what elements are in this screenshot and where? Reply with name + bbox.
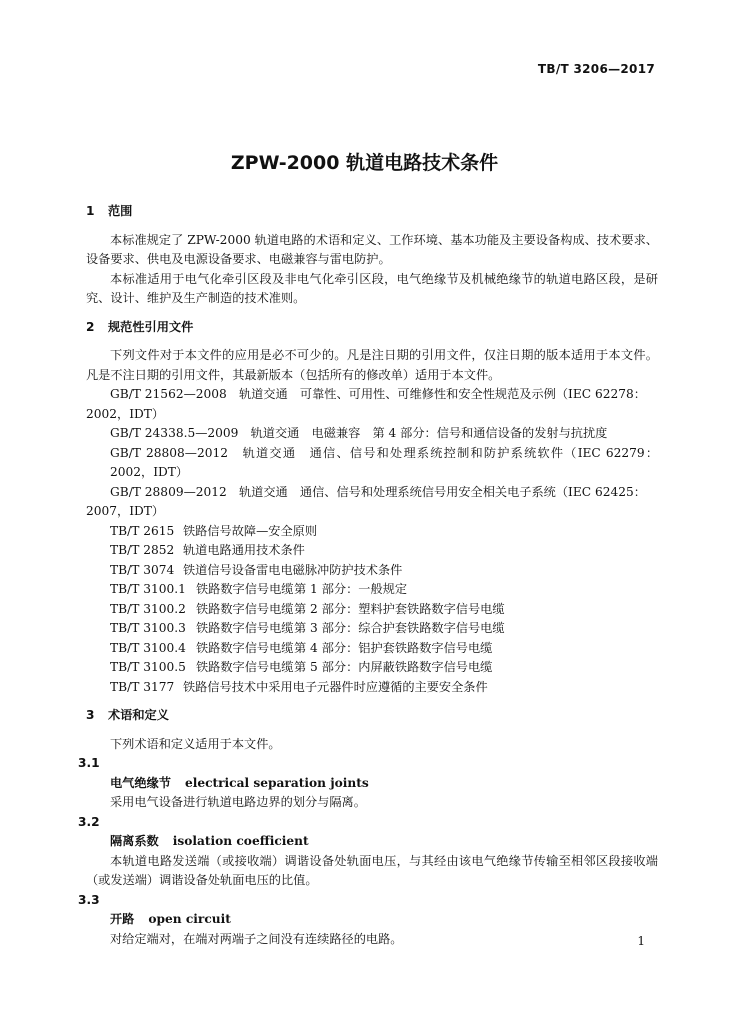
reference-title: 轨道交通 通信、信号和处理系统控制和防护系统软件（IEC 62279：2002，IDT） [110,445,659,479]
reference-title: 铁道信号设备雷电电磁脉冲防护技术条件 [183,562,403,577]
section-2-heading [86,318,658,338]
term-definition: 本轨道电路发送端（或接收端）调谐设备处轨面电压，与其经由该电气绝缘节传输至相邻区段接收端（或发送端）调谐设备处轨面电压的比值。 [86,853,658,887]
reference-title: 铁路数字信号电缆 [196,660,294,674]
section-title: 规范性引用文件 [108,319,194,334]
section-3-heading [86,706,658,726]
term-definition: 采用电气设备进行轨道电路边界的划分与隔离。 [110,795,366,809]
reference-item [86,483,658,503]
reference-code: TB/T 3074 [110,562,175,577]
term-number: 3.3 [78,892,100,907]
reference-title: 轨道交通 电磁兼容 第 4 部分：信号和通信设备的发射与抗扰度 [250,426,608,440]
section-1-heading [86,202,658,222]
reference-code: GB/T 24338.5—2009 [110,426,239,440]
reference-item [86,561,658,581]
reference-title: 铁路信号技术中采用电子元器件时应遵循的主要安全条件 [183,679,488,694]
document-title: ZPW-2000 轨道电路技术条件 [230,152,499,174]
term-en: open circuit [148,912,231,926]
reference-code: GB/T 28808—2012 [110,445,228,460]
reference-title: 轨道电路通用技术条件 [183,543,305,557]
term-definition: 对给定端对，在端对两端子之间没有连续路径的电路。 [110,931,403,946]
reference-part: 第 1 部分：一般规定 [294,582,408,596]
term-number: 3.2 [78,814,100,829]
reference-title: 铁路数字信号电缆 [196,582,294,596]
section-title: 术语和定义 [108,708,169,722]
section-number: 1 [86,204,95,218]
reference-code: TB/T 3100.4 [110,640,186,655]
section-title: 范围 [108,204,133,218]
reference-part: 第 5 部分：内屏蔽铁路数字信号电缆 [294,660,493,674]
term-number: 3.1 [78,756,100,770]
reference-item [86,678,658,698]
paragraph: 下列文件对于本文件的应用是必不可少的。凡是注日期的引用文件，仅注日期的版本适用于本文件。凡是不注日期的引用文件，其最新版本（包括所有的修改单）适用于本文件。 [86,348,658,382]
term-zh: 电气绝缘节 [110,775,171,790]
reference-item [86,580,658,600]
page-number: 1 [637,934,645,948]
reference-part: 第 4 部分：铝护套铁路数字信号电缆 [294,640,493,655]
paragraph: 下列术语和定义适用于本文件。 [110,736,281,751]
reference-code: TB/T 3100.5 [110,660,186,674]
paragraph: 本标准规定了 ZPW-2000 轨道电路的术语和定义、工作环境、基本功能及主要设备构成、技术要求、设备要求、供电及电源设备要求、电磁兼容与雷电防护。 [86,232,658,266]
reference-code: GB/T 21562—2008 [110,387,227,401]
reference-continuation: 2007，IDT） [86,504,165,518]
section-number: 3 [86,708,95,722]
term-en: electrical separation joints [184,775,369,790]
term-name [86,832,658,852]
reference-item [86,658,658,678]
reference-item [86,619,658,639]
reference-continuation: 2002，IDT） [86,406,165,421]
reference-title: 铁路数字信号电缆 [196,640,294,655]
term-en: isolation coefficient [172,834,309,848]
reference-code: TB/T 2852 [110,543,175,557]
reference-code: GB/T 28809—2012 [110,484,227,499]
reference-item [86,541,658,561]
term-zh: 开路 [110,912,135,926]
reference-code: TB/T 3100.1 [110,582,186,596]
reference-item [86,444,658,483]
reference-title: 铁路数字信号电缆 [196,601,294,616]
standard-code: TB/T 3206—2017 [537,62,655,76]
reference-item [86,639,658,659]
reference-code: TB/T 3177 [110,679,175,694]
reference-code: TB/T 3100.2 [110,601,186,616]
reference-code: TB/T 2615 [110,523,175,538]
reference-title: 铁路信号故障—安全原则 [183,523,318,538]
reference-part: 第 2 部分：塑料护套铁路数字信号电缆 [294,601,505,616]
term-name [86,910,658,930]
reference-item [86,424,658,444]
reference-title: 铁路数字信号电缆 [196,621,294,635]
reference-title: 轨道交通 通信、信号和处理系统信号用安全相关电子系统（IEC 62425： [238,484,646,499]
reference-title: 轨道交通 可靠性、可用性、可维修性和安全性规范及示例（IEC 62278： [238,387,646,401]
document-body [78,202,659,949]
term-name [86,774,658,794]
reference-item [86,600,658,620]
reference-code: TB/T 3100.3 [110,621,186,635]
paragraph: 本标准适用于电气化牵引区段及非电气化牵引区段，电气绝缘节及机械绝缘节的轨道电路区段，是研究、设计、维护及生产制造的技术准则。 [86,271,658,305]
reference-item [86,522,658,542]
section-number: 2 [86,319,95,334]
term-zh: 隔离系数 [110,834,159,848]
reference-part: 第 3 部分：综合护套铁路数字信号电缆 [294,621,505,635]
reference-item [86,385,658,405]
